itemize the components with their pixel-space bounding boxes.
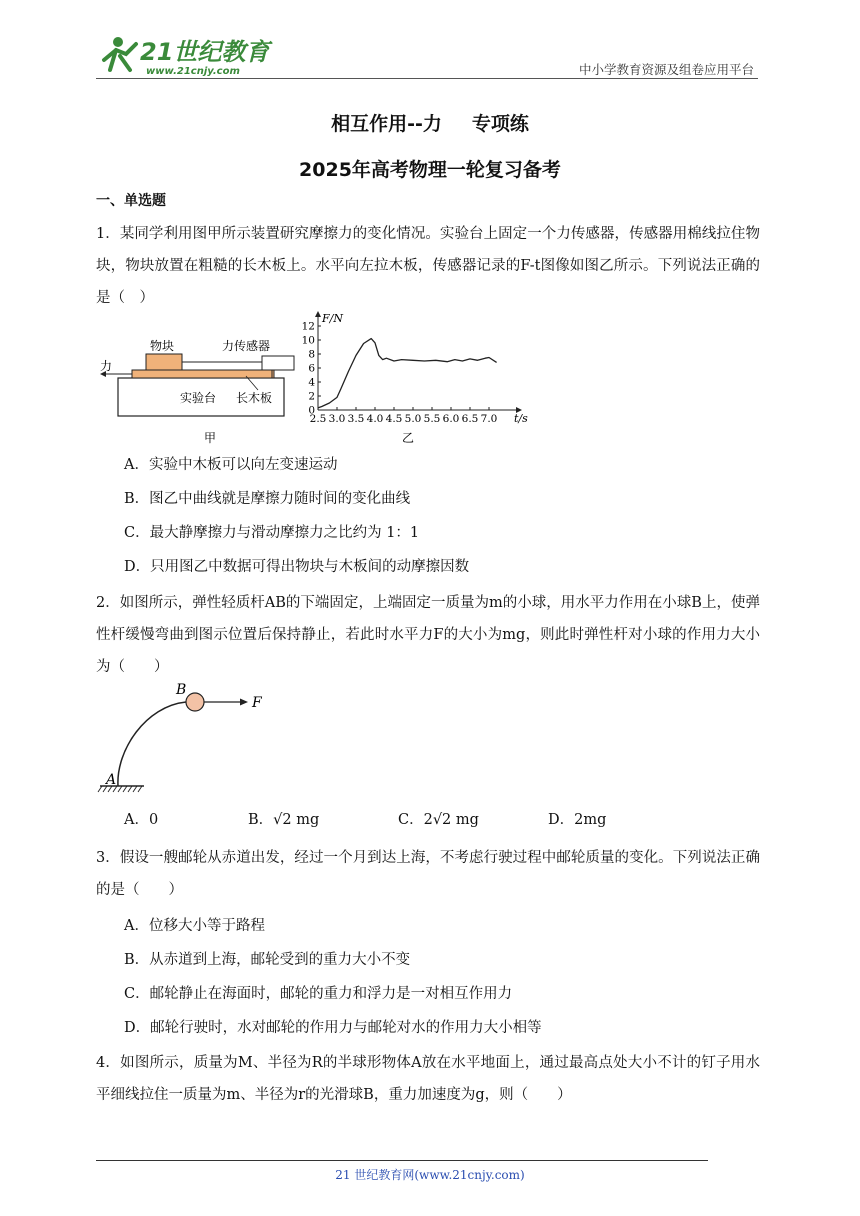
logo (96, 30, 270, 80)
block-shape (146, 354, 182, 370)
label-b: B (176, 682, 187, 698)
label-force: 力 (100, 359, 113, 373)
page-title (0, 109, 860, 136)
board-shape (132, 370, 274, 378)
q1-option-d[interactable]: D．只用图乙中数据可得出物块与木板间的动摩擦因数 (124, 559, 470, 575)
x-tick-label: 2.5 (309, 413, 327, 425)
y-tick-label: 8 (308, 348, 315, 361)
q3-option-b[interactable]: B．从赤道到上海，邮轮受到的重力大小不变 (124, 952, 411, 968)
sensor-shape (262, 356, 294, 370)
y-tick-label: 12 (301, 320, 315, 333)
force-curve (318, 339, 497, 408)
figure-q2 (96, 680, 276, 800)
x-tick-label: 6.0 (442, 413, 460, 425)
y-tick-label: 10 (301, 334, 315, 347)
label-a: A (106, 772, 117, 788)
x-tick-label: 3.0 (328, 413, 346, 425)
footer-text[interactable]: 21 世纪教育网(www.21cnjy.com) (335, 1168, 525, 1182)
page-subtitle: 2025年高考物理一轮复习备考 (299, 159, 561, 181)
figure-jia (96, 330, 306, 450)
q2-option-d[interactable]: D．2mg (548, 812, 607, 828)
x-tick-label: 5.5 (423, 413, 441, 425)
x-tick-label: 6.5 (461, 413, 479, 425)
y-axis-label: F/N (322, 312, 343, 325)
runner-icon (104, 37, 136, 70)
y-tick-label: 0 (308, 404, 315, 417)
x-tick-label: 7.0 (480, 413, 498, 425)
header-platform-text: 中小学教育资源及组卷应用平台 (578, 62, 754, 77)
q1-option-a[interactable]: A．实验中木板可以向左变速运动 (124, 457, 338, 473)
caption-jia: 甲 (204, 431, 217, 445)
header-divider (96, 78, 758, 79)
y-tick-label: 6 (308, 362, 315, 375)
ball-b (186, 693, 204, 711)
x-axis-label: t/s (514, 412, 528, 425)
q1-option-b[interactable]: B．图乙中曲线就是摩擦力随时间的变化曲线 (124, 491, 411, 507)
y-axis-arrow (315, 311, 321, 317)
q2-option-c[interactable]: C．2√2 mg (398, 812, 479, 828)
question-3-text: 3．假设一艘邮轮从赤道出发，经过一个月到达上海，不考虑行驶过程中邮轮质量的变化。下列说法正确的是（ ） (96, 850, 760, 898)
question-2-text: 2．如图所示，弹性轻质杆AB的下端固定，上端固定一质量为m的小球，用水平力作用在小球B上，使弹性杆缓慢弯曲到图示位置后保持静止，若此时水平力F的大小为mg，则此时弹性杆对小球的作用力大小为（ ） (96, 595, 760, 675)
y-tick-label: 4 (308, 376, 315, 389)
ft-chart (301, 310, 534, 450)
title-part-b: 专项练 (471, 113, 529, 135)
caption-yi: 乙 (401, 431, 415, 445)
x-tick-label: 3.5 (347, 413, 365, 425)
x-tick-label: 4.0 (366, 413, 384, 425)
label-table: 实验台 (180, 391, 217, 405)
label-board: 长木板 (236, 391, 273, 405)
footer-divider (96, 1160, 708, 1161)
q3-option-a[interactable]: A．位移大小等于路程 (124, 918, 265, 934)
question-1-text: 1．某同学利用图甲所示装置研究摩擦力的变化情况。实验台上固定一个力传感器，传感器用棉线拉住物块，物块放置在粗糙的长木板上。水平向左拉木板，传感器记录的F-t图像如图乙所示。下列说法正确的是（ ） (96, 226, 760, 306)
title-part-a: 相互作用--力 (331, 113, 442, 135)
x-tick-label: 4.5 (385, 413, 403, 425)
question-4-text: 4．如图所示，质量为M、半径为R的半球形物体A放在水平地面上，通过最高点处大小不计的钉子用水平细线拉住一质量为m、半径为r的光滑球B，重力加速度为g，则（ ） (96, 1055, 760, 1103)
label-block: 物块 (150, 339, 175, 353)
logo-text: 21世纪教育 (140, 38, 270, 66)
y-tick-label: 2 (308, 390, 315, 403)
logo-url: www.21cnjy.com (146, 66, 240, 77)
q1-option-c[interactable]: C．最大静摩擦力与滑动摩擦力之比约为 1：1 (124, 525, 420, 541)
q3-option-d[interactable]: D．邮轮行驶时，水对邮轮的作用力与邮轮对水的作用力大小相等 (124, 1020, 542, 1036)
elastic-rod (118, 702, 186, 786)
section-heading: 一、单选题 (96, 193, 166, 209)
q2-option-b[interactable]: B．√2 mg (248, 812, 320, 828)
q2-option-a[interactable]: A．0 (124, 812, 159, 828)
q3-option-c[interactable]: C．邮轮静止在海面时，邮轮的重力和浮力是一对相互作用力 (124, 986, 513, 1002)
figure-yi-chart (301, 310, 534, 450)
label-sensor: 力传感器 (222, 339, 271, 353)
x-tick-label: 5.0 (404, 413, 422, 425)
label-f: F (252, 695, 262, 711)
